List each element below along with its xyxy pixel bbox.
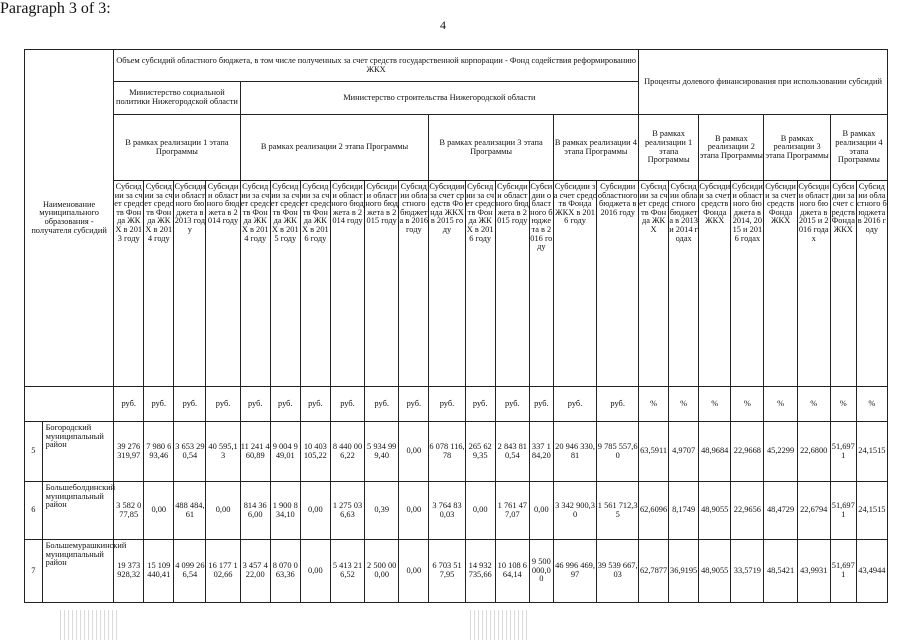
- value-cell: 0,00: [399, 422, 429, 482]
- value-cell: 48,4729: [764, 482, 797, 540]
- value-cell: 2 500 000,00: [365, 540, 399, 603]
- page-number: 4: [440, 18, 446, 32]
- value-cell: 5 413 216,52: [330, 540, 364, 603]
- unit-cell: руб.: [365, 387, 399, 422]
- value-cell: 3 764 830,03: [429, 482, 465, 540]
- value-cell: 48,9055: [699, 482, 731, 540]
- value-cell: 9 004 949,01: [270, 422, 300, 482]
- value-cell: 15 109 440,41: [144, 540, 174, 603]
- subheader-cell: Субсидии за счет средств Фонда ЖКХ: [639, 181, 669, 387]
- municipality-header: Наименование муниципального образования - получателя субсидий: [25, 50, 114, 387]
- value-cell: 0,00: [300, 540, 330, 603]
- value-cell: 22,6800: [797, 422, 830, 482]
- unit-cell: руб.: [114, 387, 144, 422]
- stage1-header: В рамках реализации 1 этапа Программы: [114, 115, 240, 181]
- subheader-cell: Субсидии областного бюджета в 2015 и 2016 годах: [797, 181, 830, 387]
- unit-cell: руб.: [597, 387, 639, 422]
- stage2-header: В рамках реализации 2 этапа Программы: [240, 115, 429, 181]
- value-cell: 4,9707: [669, 422, 699, 482]
- value-cell: 6 078 116,78: [429, 422, 465, 482]
- value-cell: 4 099 266,54: [174, 540, 206, 603]
- ministry-build-header: Министерство строительства Нижегородской области: [240, 82, 638, 115]
- unit-cell: %: [669, 387, 699, 422]
- value-cell: 3 582 077,85: [114, 482, 144, 540]
- subsidy-table: [24, 49, 888, 603]
- unit-cell: %: [797, 387, 830, 422]
- unit-cell: %: [639, 387, 669, 422]
- ministry-social-header: Министерство социальной политики Нижегородской области: [114, 82, 240, 115]
- unit-cell: руб.: [206, 387, 240, 422]
- row-number: 7: [25, 540, 43, 603]
- value-cell: 16 177 102,66: [206, 540, 240, 603]
- value-cell: 48,5421: [764, 540, 797, 603]
- subheader-cell: Субсидии областного бюджета в 2016 году: [597, 181, 639, 387]
- scan-artifact: [60, 610, 120, 640]
- value-cell: 8 440 006,22: [330, 422, 364, 482]
- subheader-cell: Субсидии областного бюджета в 2014 году: [330, 181, 364, 387]
- value-cell: 22,6794: [797, 482, 830, 540]
- unit-cell: %: [830, 387, 856, 422]
- value-cell: 22,9668: [731, 422, 764, 482]
- unit-cell: руб.: [330, 387, 364, 422]
- value-cell: 0,00: [206, 482, 240, 540]
- value-cell: 24,1515: [856, 482, 887, 540]
- value-cell: 19 373 928,32: [114, 540, 144, 603]
- unit-spacer: [25, 387, 114, 422]
- value-cell: 63,5911: [639, 422, 669, 482]
- unit-cell: руб.: [144, 387, 174, 422]
- subheader-cell: Субсидии за счет средств Фонда ЖКХ в 2016 году: [553, 181, 597, 387]
- value-cell: 51,6971: [830, 540, 856, 603]
- value-cell: 0,00: [144, 482, 174, 540]
- value-cell: 0,00: [465, 482, 495, 540]
- value-cell: 488 484,61: [174, 482, 206, 540]
- subheader-cell: Субсидии за счет средств Фонда ЖКХ в 2015 году: [429, 181, 465, 387]
- unit-cell: руб.: [529, 387, 553, 422]
- value-cell: 33,5719: [731, 540, 764, 603]
- percent-stage2-header: В рамках реализации 2 этапа Программы: [699, 115, 764, 181]
- stage3-header: В рамках реализации 3 этапа Программы: [429, 115, 553, 181]
- value-cell: 39 276 319,97: [114, 422, 144, 482]
- value-cell: 11 241 460,89: [240, 422, 270, 482]
- value-cell: 39 539 667,03: [597, 540, 639, 603]
- value-cell: 45,2299: [764, 422, 797, 482]
- unit-cell: руб.: [270, 387, 300, 422]
- value-cell: 48,9055: [699, 540, 731, 603]
- value-cell: 0,00: [399, 482, 429, 540]
- value-cell: 43,9931: [797, 540, 830, 603]
- value-cell: 20 946 330,81: [553, 422, 597, 482]
- subheader-cell: Субсидии за счет средств Фонда ЖКХ в 2015 году: [270, 181, 300, 387]
- value-cell: 24,1515: [856, 422, 887, 482]
- subheader-cell: Субсидии областного бюджета в 2015 году: [365, 181, 399, 387]
- subheader-cell: Субсидии за счет средств Фонда ЖКХ в 2014 году: [240, 181, 270, 387]
- subheader-cell: Субсидии областного бюджета в 2014, 2015 и 2016 годах: [731, 181, 764, 387]
- unit-cell: %: [856, 387, 887, 422]
- value-cell: 10 403 105,22: [300, 422, 330, 482]
- value-cell: 1 561 712,35: [597, 482, 639, 540]
- subheader-cell: Субсидии областного бюджета в 2013 году: [174, 181, 206, 387]
- subheader-cell: Субсидии областного бюджета в 2016 году: [399, 181, 429, 387]
- value-cell: 0,00: [300, 482, 330, 540]
- stage4-header: В рамках реализации 4 этапа Программы: [553, 115, 638, 181]
- value-cell: 48,9684: [699, 422, 731, 482]
- value-cell: 3 342 900,30: [553, 482, 597, 540]
- percent-stage1-header: В рамках реализации 1 этапа Программы: [639, 115, 699, 181]
- subheader-cell: Субсидии за счет средств Фонда ЖКХ: [830, 181, 856, 387]
- subheader-cell: Субсидии за счет средств Фонда ЖКХ в 2016 году: [300, 181, 330, 387]
- value-cell: 5 934 999,40: [365, 422, 399, 482]
- value-cell: 9 500 000,00: [529, 540, 553, 603]
- table-row: [25, 482, 888, 540]
- value-cell: 8,1749: [669, 482, 699, 540]
- unit-cell: руб.: [300, 387, 330, 422]
- subheader-cell: Субсидии за счет средств Фонда ЖКХ в 2013 году: [114, 181, 144, 387]
- table-row: [25, 540, 888, 603]
- subheader-cell: Субсидии областного бюджета в 2013 и 2014 годах: [669, 181, 699, 387]
- value-cell: 9 785 557,60: [597, 422, 639, 482]
- value-cell: 0,39: [365, 482, 399, 540]
- row-number: 6: [25, 482, 43, 540]
- scan-artifact: [470, 610, 530, 640]
- subheader-cell: Субсидии за счет средств Фонда ЖКХ: [764, 181, 797, 387]
- subheader-cell: Субсидии областного бюджета в 2016 году: [856, 181, 887, 387]
- percent-stage3-header: В рамках реализации 3 этапа Программы: [764, 115, 830, 181]
- subheader-cell: Субсидии за счет средств Фонда ЖКХ в 2014 году: [144, 181, 174, 387]
- value-cell: 14 932 735,66: [465, 540, 495, 603]
- unit-cell: руб.: [495, 387, 529, 422]
- value-cell: 36,9195: [669, 540, 699, 603]
- unit-cell: руб.: [429, 387, 465, 422]
- value-cell: 3 457 422,00: [240, 540, 270, 603]
- value-cell: 51,6971: [830, 422, 856, 482]
- value-cell: 2 843 810,54: [495, 422, 529, 482]
- value-cell: 8 070 063,36: [270, 540, 300, 603]
- municipality-name: Большемурашкинский муниципальный район: [42, 540, 114, 603]
- value-cell: 46 996 469,97: [553, 540, 597, 603]
- municipality-name: Богородский муниципальный район: [42, 422, 114, 482]
- unit-cell: %: [699, 387, 731, 422]
- value-cell: 1 275 036,63: [330, 482, 364, 540]
- value-cell: 10 108 664,14: [495, 540, 529, 603]
- unit-cell: руб.: [399, 387, 429, 422]
- value-cell: 51,6971: [830, 482, 856, 540]
- value-cell: 62,6096: [639, 482, 669, 540]
- unit-cell: %: [764, 387, 797, 422]
- value-cell: 0,00: [399, 540, 429, 603]
- value-cell: 7 980 693,46: [144, 422, 174, 482]
- value-cell: 43,4944: [856, 540, 887, 603]
- value-cell: 1 761 477,07: [495, 482, 529, 540]
- value-cell: 0,00: [529, 482, 553, 540]
- value-cell: 337 184,20: [529, 422, 553, 482]
- value-cell: 3 653 290,54: [174, 422, 206, 482]
- unit-cell: руб.: [553, 387, 597, 422]
- subheader-cell: Субсидии за счет средств Фонда ЖКХ: [699, 181, 731, 387]
- percent-header: Проценты долевого финансирования при использовании субсидий: [639, 50, 888, 115]
- subheader-cell: Субсидии областного бюджета в 2016 году: [529, 181, 553, 387]
- value-cell: 40 595,13: [206, 422, 240, 482]
- value-cell: 22,9656: [731, 482, 764, 540]
- unit-cell: руб.: [240, 387, 270, 422]
- municipality-name: Большеболдинский муниципальный район: [42, 482, 114, 540]
- value-cell: 62,7877: [639, 540, 669, 603]
- subheader-cell: Субсидии областного бюджета в 2014 году: [206, 181, 240, 387]
- table-row: [25, 422, 888, 482]
- unit-cell: %: [731, 387, 764, 422]
- value-cell: 6 703 517,95: [429, 540, 465, 603]
- volume-header: Объем субсидий областного бюджета, в том числе полученных за счет средств государственной корпорации - Фонд содействия реформированию ЖКХ: [114, 50, 639, 82]
- unit-cell: руб.: [465, 387, 495, 422]
- subheader-cell: Субсидии за счет средств Фонда ЖКХ в 2016 году: [465, 181, 495, 387]
- value-cell: 1 900 834,10: [270, 482, 300, 540]
- unit-cell: руб.: [174, 387, 206, 422]
- subheader-cell: Субсидии областного бюджета в 2015 году: [495, 181, 529, 387]
- percent-stage4-header: В рамках реализации 4 этапа Программы: [830, 115, 887, 181]
- row-number: 5: [25, 422, 43, 482]
- value-cell: 265 629,35: [465, 422, 495, 482]
- value-cell: 814 366,00: [240, 482, 270, 540]
